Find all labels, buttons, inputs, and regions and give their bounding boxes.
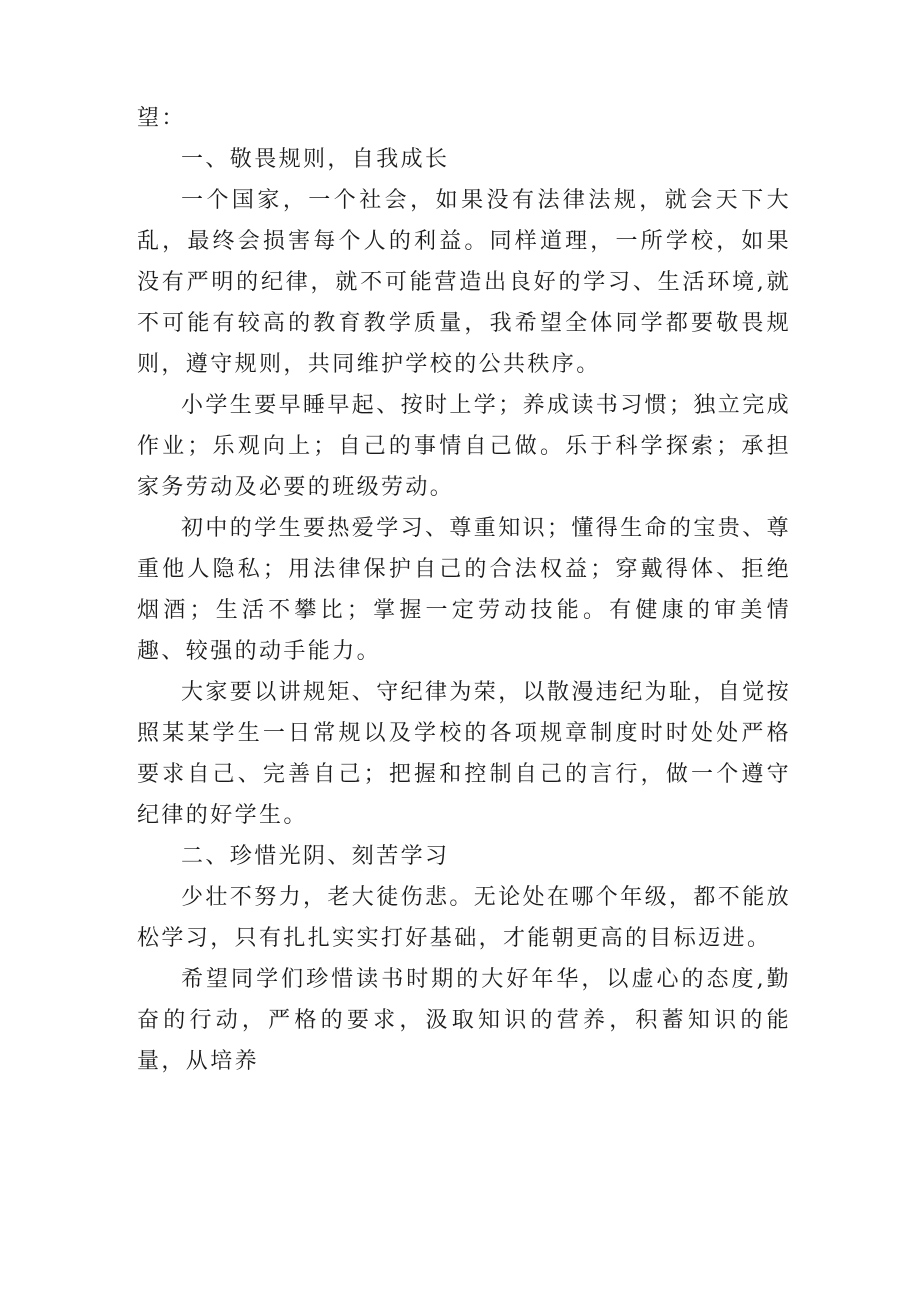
paragraph-primary-students: 小学生要早睡早起、按时上学；养成读书习惯；独立完成作业；乐观向上；自己的事情自己做。乐于科学探索；承担家务劳动及必要的班级劳动。 xyxy=(137,393,792,500)
paragraph-rules-importance: 一个国家，一个社会，如果没有法律法规，就会天下大乱，最终会损害每个人的利益。同样道理，一所学校，如果没有严明的纪律，就不可能营造出良好的学习、生活环境,就不可能有较高的教育教学质量，我希望全体同学都要敬畏规则，遵守规则，共同维护学校的公共秩序。 xyxy=(137,188,791,377)
paragraph-study-hard: 少壮不努力，老大徒伤悲。无论处在哪个年级，都不能放松学习，只有扎扎实实打好基础，才能朝更高的目标迈进。 xyxy=(137,885,792,951)
section-heading-2: 二、珍惜光阴、刻苦学习 xyxy=(181,844,450,869)
paragraph-continuation: 望： xyxy=(137,106,186,131)
document-page xyxy=(137,98,791,1082)
paragraph-middle-school-students: 初中的学生要热爱学习、尊重知识；懂得生命的宝贵、尊重他人隐私；用法律保护自己的合法权益；穿戴得体、拒绝烟酒；生活不攀比；掌握一定劳动技能。有健康的审美情趣、较强的动手能力。 xyxy=(137,516,792,664)
paragraph-cherish-time: 希望同学们珍惜读书时期的大好年华，以虚心的态度,勤奋的行动，严格的要求，汲取知识的营养，积蓄知识的能量，从培养 xyxy=(137,967,791,1074)
section-heading-1: 一、敬畏规则，自我成长 xyxy=(181,147,450,172)
paragraph-discipline: 大家要以讲规矩、守纪律为荣，以散漫违纪为耻，自觉按照某某学生一日常规以及学校的各项规章制度时时处处严格要求自己、完善自己；把握和控制自己的言行，做一个遵守纪律的好学生。 xyxy=(137,680,792,828)
